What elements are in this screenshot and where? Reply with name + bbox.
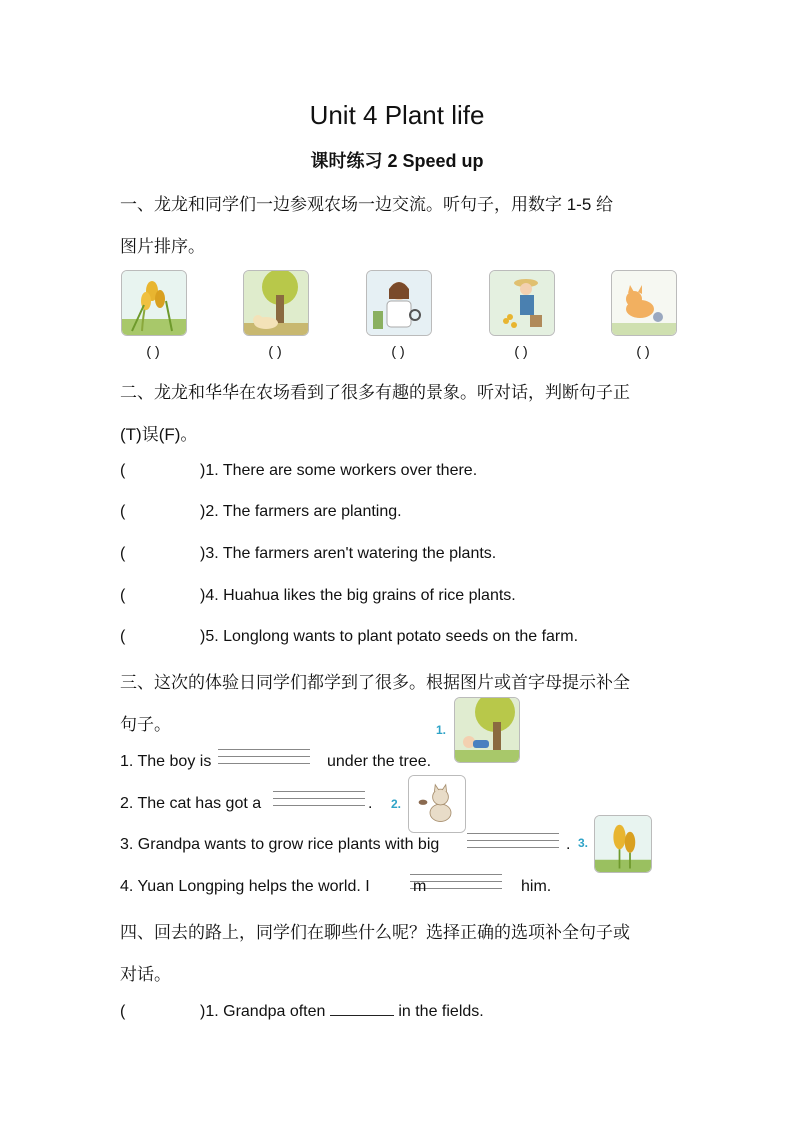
fill-sentence-4-pre: 4. Yuan Longping helps the world. I [120, 878, 370, 895]
tf-item-4-text: )4. Huahua likes the big grains of rice plants. [200, 587, 516, 604]
choice-item-1-post: in the fields. [398, 1003, 484, 1020]
cat-with-mouse-icon [408, 775, 466, 833]
rice-plant-icon [121, 270, 187, 336]
answer-paren-1[interactable]: ( ) [146, 343, 160, 359]
answer-paren-3[interactable]: ( ) [391, 343, 405, 359]
tf-answer-slot[interactable]: ( [120, 462, 126, 479]
choice-blank[interactable] [330, 1003, 394, 1016]
dog-under-tree-icon [243, 270, 309, 336]
rice-grains-icon [594, 815, 652, 873]
section3-heading: 三、这次的体验日同学们都学到了很多。根据图片或首字母提示补全 [120, 673, 630, 692]
choice-item-1 [120, 1003, 125, 1021]
page-subtitle: 课时练习 2 Speed up [310, 151, 484, 171]
answer-paren-4[interactable]: ( ) [514, 343, 528, 359]
tf-item-3 [120, 545, 125, 563]
boy-sleeping-icon [454, 697, 520, 763]
tf-item-1-text: )1. There are some workers over there. [200, 462, 478, 479]
tf-answer-slot[interactable]: ( [120, 503, 126, 520]
fill-sentence-1-pre: 1. The boy is [120, 753, 212, 770]
farmer-watering-icon [489, 270, 555, 336]
choice-item-1-pre: )1. Grandpa often [200, 1003, 326, 1020]
tf-answer-slot[interactable]: ( [120, 545, 126, 562]
tf-item-5-text: )5. Longlong wants to plant potato seeds on the farm. [200, 628, 579, 645]
fill-sentence-2-post: . [368, 795, 373, 812]
choice-item-1-text [200, 1003, 484, 1021]
section4-heading-cont: 对话。 [120, 965, 171, 984]
fill-sentence-3-pre: 3. Grandpa wants to grow rice plants with big [120, 836, 440, 853]
tf-item-4 [120, 587, 125, 605]
tf-item-2-text: )2. The farmers are planting. [200, 503, 402, 520]
tf-item-2 [120, 503, 125, 521]
answer-paren-2[interactable]: ( ) [268, 343, 282, 359]
choice-answer-slot[interactable]: ( [120, 1003, 126, 1020]
section2-heading: 二、龙龙和华华在农场看到了很多有趣的景象。听对话，判断句子正 [120, 383, 630, 402]
page-title: Unit 4 Plant life [309, 100, 485, 130]
fill-sentence-3-post: . [566, 836, 571, 853]
section1-heading-cont: 图片排序。 [120, 237, 205, 256]
tf-item-3-text: )3. The farmers aren't watering the plants. [200, 545, 497, 562]
scientist-icon [366, 270, 432, 336]
section3-heading-cont: 句子。 [120, 715, 171, 734]
fill-sentence-2-pre: 2. The cat has got a [120, 795, 262, 812]
tf-item-1 [120, 462, 125, 480]
cat-playing-icon [611, 270, 677, 336]
fill-sentence-4-post: him. [521, 878, 552, 895]
fill-blank-1[interactable] [218, 743, 310, 764]
tf-answer-slot[interactable]: ( [120, 587, 126, 604]
fill-sentence-1-post: under the tree. [327, 753, 432, 770]
fill-hint-letter: m [413, 878, 427, 895]
fill-blank-3[interactable] [467, 827, 559, 848]
picture-label-1: 1. [436, 723, 447, 737]
answer-paren-5[interactable]: ( ) [636, 343, 650, 359]
section4-heading: 四、回去的路上，同学们在聊些什么呢？选择正确的选项补全句子或 [120, 923, 630, 942]
picture-label-2: 2. [391, 797, 402, 811]
picture-label-3: 3. [578, 836, 589, 850]
fill-blank-2[interactable] [273, 785, 365, 806]
tf-item-5 [120, 628, 125, 646]
section2-heading-cont: (T)误(F)。 [120, 425, 198, 444]
section1-heading: 一、龙龙和同学们一边参观农场一边交流。听句子，用数字 1-5 给 [120, 195, 614, 214]
tf-answer-slot[interactable]: ( [120, 628, 126, 645]
